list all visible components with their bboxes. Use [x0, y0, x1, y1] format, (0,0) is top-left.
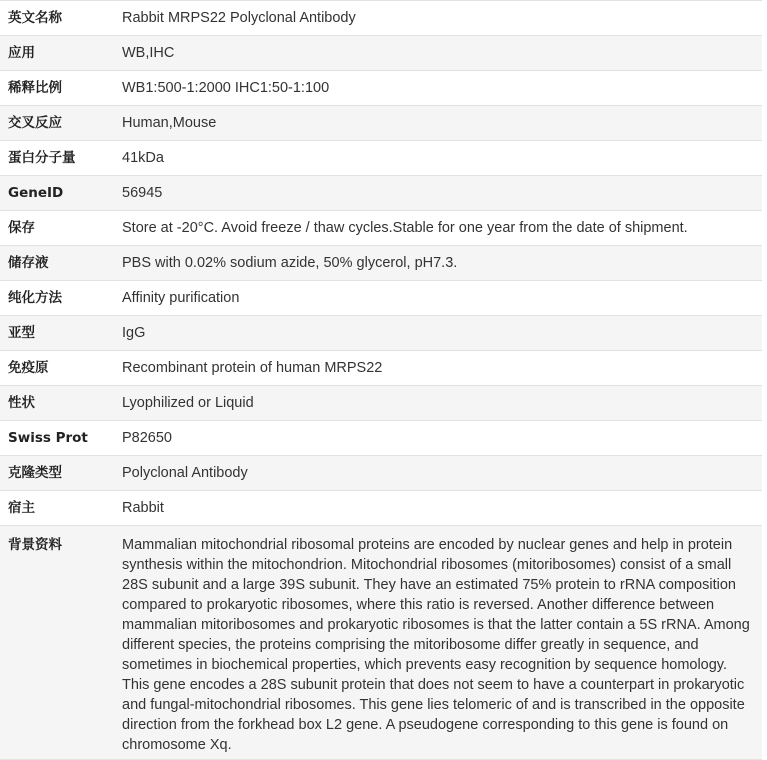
spec-row-english-name — [0, 1, 762, 36]
spec-row-molecular-weight — [0, 141, 762, 176]
spec-label: GeneID — [0, 176, 122, 211]
spec-label: 储存液 — [0, 246, 122, 281]
spec-value: WB1:500-1:2000 IHC1:50-1:100 — [122, 71, 762, 106]
spec-row-buffer — [0, 246, 762, 281]
spec-value: Recombinant protein of human MRPS22 — [122, 351, 762, 386]
spec-label: 蛋白分子量 — [0, 141, 122, 176]
spec-row-storage — [0, 211, 762, 246]
spec-label: 背景资料 — [0, 526, 122, 760]
spec-value: PBS with 0.02% sodium azide, 50% glycerol, pH7.3. — [122, 246, 762, 281]
spec-value: WB,IHC — [122, 36, 762, 71]
spec-value-background: Mammalian mitochondrial ribosomal proteins are encoded by nuclear genes and help in protein synthesis within the mitochondrion. Mitochondrial ribosomes (mitoribosomes) consist of a small 28S subunit and a large 39S subunit. They have an estimated 75% protein to rRNA composition compared to prokaryotic ribosomes, where this ratio is reversed. Another difference between mammalian mitoribosomes and prokaryotic ribosomes is that the latter contain a 5S rRNA. Among different species, the proteins comprising the mitoribosome differ greatly in sequence, and sometimes in biochemical properties, which prevents easy recognition by sequence homology. This gene encodes a 28S subunit protein that does not seem to have a counterpart in prokaryotic and fungal-mitochondrial ribosomes. This gene lies telomeric of and is transcribed in the opposite direction from the forkhead box L2 gene. A pseudogene corresponding to this gene is found on chromosome Xq. — [122, 526, 762, 760]
spec-label: 保存 — [0, 211, 122, 246]
spec-row-background — [0, 526, 762, 760]
spec-row-isotype — [0, 316, 762, 351]
spec-row-host — [0, 491, 762, 526]
spec-value: Human,Mouse — [122, 106, 762, 141]
spec-row-reactivity — [0, 106, 762, 141]
spec-value: Store at -20°C. Avoid freeze / thaw cycles.Stable for one year from the date of shipment. — [122, 211, 762, 246]
spec-value: Polyclonal Antibody — [122, 456, 762, 491]
spec-row-immunogen — [0, 351, 762, 386]
spec-value: 41kDa — [122, 141, 762, 176]
spec-label: Swiss Prot — [0, 421, 122, 456]
spec-row-swiss-prot — [0, 421, 762, 456]
spec-label: 稀释比例 — [0, 71, 122, 106]
spec-row-application — [0, 36, 762, 71]
spec-label: 宿主 — [0, 491, 122, 526]
spec-label: 英文名称 — [0, 1, 122, 36]
spec-label: 免疫原 — [0, 351, 122, 386]
spec-value: 56945 — [122, 176, 762, 211]
spec-label: 应用 — [0, 36, 122, 71]
spec-label: 性状 — [0, 386, 122, 421]
spec-value: Rabbit MRPS22 Polyclonal Antibody — [122, 1, 762, 36]
spec-label: 亚型 — [0, 316, 122, 351]
spec-row-purification — [0, 281, 762, 316]
spec-row-dilution — [0, 71, 762, 106]
spec-label: 交叉反应 — [0, 106, 122, 141]
spec-value: IgG — [122, 316, 762, 351]
spec-row-gene-id — [0, 176, 762, 211]
spec-label: 纯化方法 — [0, 281, 122, 316]
spec-value: Affinity purification — [122, 281, 762, 316]
spec-row-form — [0, 386, 762, 421]
spec-value: Lyophilized or Liquid — [122, 386, 762, 421]
spec-value: Rabbit — [122, 491, 762, 526]
spec-row-clonality — [0, 456, 762, 491]
spec-value: P82650 — [122, 421, 762, 456]
spec-label: 克隆类型 — [0, 456, 122, 491]
